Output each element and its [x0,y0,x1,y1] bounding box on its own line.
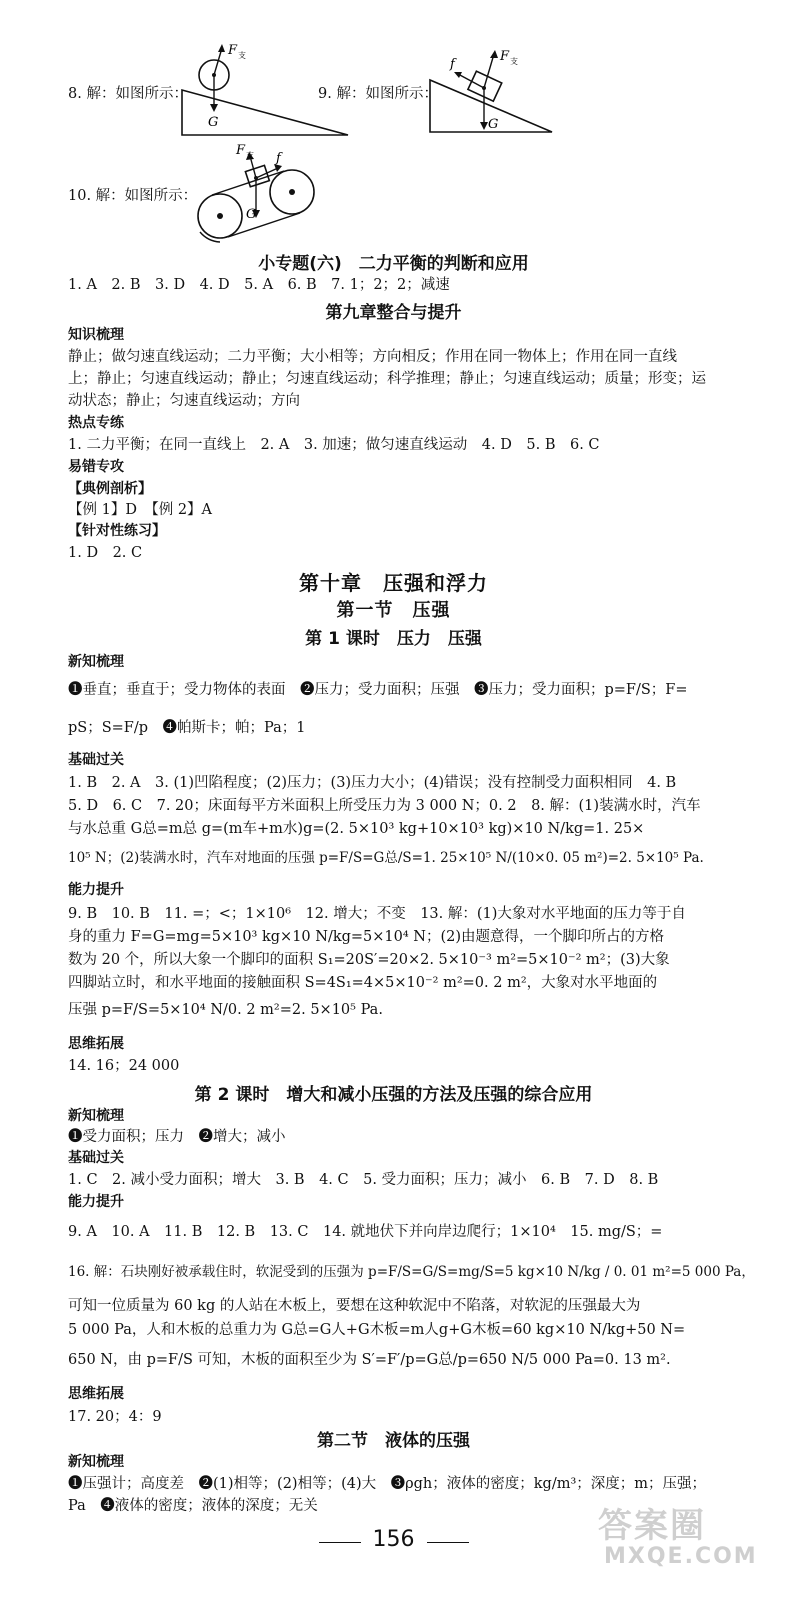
ch10-basic-label: 基础过关 [68,752,124,768]
ch9-title: 第九章整合与提升 [325,303,462,323]
svg-text:支: 支 [238,51,246,60]
svg-text:F: F [236,143,246,158]
answer-8-label: 8. 解：如图所示： [68,86,188,102]
ch10-ability2-label: 能力提升 [68,1194,124,1210]
ch9-targeted-answers: 1. D 2. C [68,545,143,561]
ch10-section2: 第二节 液体的压强 [317,1431,470,1451]
topic6-answers: 1. A 2. B 3. D 4. D 5. A 6. B 7. 1；2；2；减速 [68,277,450,293]
ch10-ability-line-3: 数为 20 个，所以大象一个脚印的面积 S₁=20S′=20×2. 5×10⁻³ m²=5×10⁻² m²；(3)大象 [68,952,670,968]
ch10-basic2-answers: 1. C 2. 减小受力面积；增大 3. B 4. C 5. 受力面积；压力；减小 6. B 7. D 8. B [68,1172,659,1188]
ch10-ability2-answers: 9. A 10. A 11. B 12. B 13. C 14. 就地伏下并向岸边爬行；1×10⁴ 15. mg/S；= [68,1224,663,1240]
ch10-ability-line-4: 四脚站立时，和水平地面的接触面积 S=4S₁=4×5×10⁻² m²=0. 2 m²，大象对水平地面的 [68,975,658,991]
ch10-ability-line-5: 压强 p=F/S=5×10⁴ N/0. 2 m²=2. 5×10⁵ Pa. [68,1002,383,1018]
ch10-basic-line-2: 5. D 6. C 7. 20；床面每平方米面积上所受压力为 3 000 N；0. 2 8. 解：(1)装满水时，汽车 [68,798,701,814]
svg-text:G: G [208,115,219,130]
ch9-error-label: 易错专攻 [68,459,124,475]
ch10-new3-line-2: Pa ❹液体的密度；液体的深度；无关 [68,1498,318,1514]
ch10-section1: 第一节 压强 [336,600,451,621]
answer-9-label: 9. 解：如图所示： [318,86,438,102]
ch10-lesson1: 第 1 课时 压力 压强 [305,629,482,649]
ch10-q16-line-4: 650 N，由 p=F/S 可知，木板的面积至少为 S′=F′/p=G总/p=650 N/5 000 Pa=0. 13 m². [68,1352,671,1368]
ch10-basic2-label: 基础过关 [68,1150,124,1166]
topic6-title: 小专题(六) 二力平衡的判断和应用 [258,254,529,274]
ch10-think-label: 思维拓展 [68,1036,124,1052]
ch9-example-label: 【典例剖析】 [68,481,152,497]
ch10-think2-answers: 17. 20；4：9 [68,1409,162,1425]
ch10-q16-line-2: 可知一位质量为 60 kg 的人站在木板上，要想在这种软泥中不陷落，对软泥的压强最大为 [68,1298,641,1314]
svg-text:支: 支 [510,57,518,66]
ch10-new-line-2: pS；S=F/p ❹帕斯卡；帕；Pa；1 [68,720,306,736]
ch9-hot-label: 热点专练 [68,415,124,431]
ch9-knowledge-line-2: 上；静止；匀速直线运动；静止；匀速直线运动；科学推理；静止；匀速直线运动；质量；形变；运 [68,371,706,387]
ch10-title: 第十章 压强和浮力 [299,571,488,595]
watermark-url: MXQE.COM [604,1544,758,1569]
ch9-knowledge-line-3: 动状态；静止；匀速直线运动；方向 [68,393,300,409]
svg-text:G: G [246,207,257,222]
page-number: 156 [372,1527,415,1552]
ch9-hot-answers: 1. 二力平衡；在同一直线上 2. A 3. 加速；做匀速直线运动 4. D 5. B 6. C [68,437,600,453]
block-10 [245,165,269,186]
ch9-example-answers: 【例 1】D 【例 2】A [68,502,213,518]
ch10-new-line-1: ❶垂直；垂直于；受力物体的表面 ❷压力；受力面积；压强 ❸压力；受力面积；p=F/S；F= [68,682,688,698]
ch9-knowledge-label: 知识梳理 [68,327,124,343]
ch10-ability-label: 能力提升 [68,882,124,898]
ch9-knowledge-line-1: 静止；做匀速直线运动；二力平衡；大小相等；方向相反；作用在同一物体上；作用在同一直线 [68,349,677,365]
ch10-ability-line-1: 9. B 10. B 11. =；<；1×10⁶ 12. 增大；不变 13. 解：(1)大象对水平地面的压力等于自 [68,906,686,922]
ch10-new2-answers: ❶受力面积；压力 ❷增大；减小 [68,1129,286,1145]
ch10-ability-line-2: 身的重力 F=G=mg=5×10³ kg×10 N/kg=5×10⁴ N；(2)由题意得，一个脚印所占的方格 [68,929,665,945]
ch10-lesson2: 第 2 课时 增大和减小压强的方法及压强的综合应用 [194,1085,593,1105]
ch10-new3-line-1: ❶压强计；高度差 ❷(1)相等；(2)相等；(4)大 ❸ρgh；液体的密度；kg/m³；深度；m；压强； [68,1476,707,1492]
svg-text:支: 支 [246,151,254,160]
ch10-basic-line-4: 10⁵ N；(2)装满水时，汽车对地面的压强 p=F/S=G总/S=1. 25×10⁵ N/(10×0. 05 m²)=2. 5×10⁵ Pa. [68,850,704,866]
ch10-new3-label: 新知梳理 [68,1454,124,1470]
svg-text:F: F [228,43,238,58]
ch10-q16-line-3: 5 000 Pa，人和木板的总重力为 G总=G人+G木板=m人g+G木板=60 kg×10 N/kg+50 N= [68,1322,686,1338]
watermark-logo: 答案圈 [598,1506,706,1546]
ch10-basic-line-3: 与水总重 G总=m总 g=(m车+m水)g=(2. 5×10³ kg+10×10³ kg)×10 N/kg=1. 25× [68,821,645,837]
svg-text:f: f [276,151,281,166]
svg-text:f: f [450,57,455,72]
ch10-basic-line-1: 1. B 2. A 3. (1)凹陷程度；(2)压力；(3)压力大小；(4)错误；没有控制受力面积相同 4. B [68,775,677,791]
answer-10-label: 10. 解：如图所示： [68,188,198,204]
ch9-targeted-label: 【针对性练习】 [68,523,166,539]
ch10-q16-line-1: 16. 解：石块刚好被承载住时，软泥受到的压强为 p=F/S=G/S=mg/S=5 kg×10 N/kg / 0. 01 m²=5 000 Pa， [68,1264,755,1280]
ch10-new-label: 新知梳理 [68,654,124,670]
svg-text:F: F [500,49,510,64]
ch10-think2-label: 思维拓展 [68,1386,124,1402]
ch10-think-answers: 14. 16；24 000 [68,1058,180,1074]
ch10-new2-label: 新知梳理 [68,1108,124,1124]
svg-text:G: G [488,117,499,132]
